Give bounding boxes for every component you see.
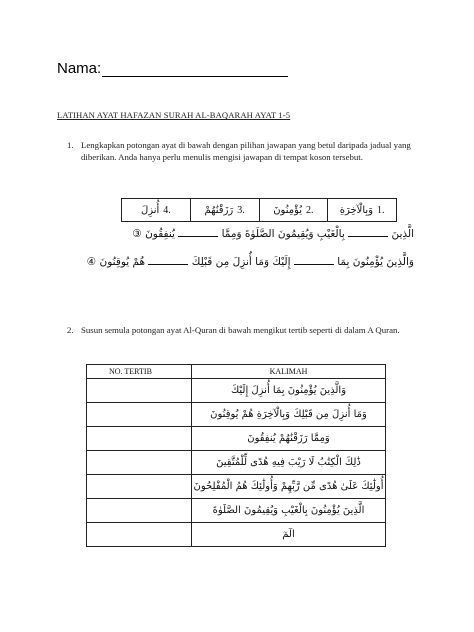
answer-choices-table <box>121 198 397 222</box>
order-number-cell[interactable] <box>87 499 192 523</box>
order-number-cell[interactable] <box>87 427 192 451</box>
question-2-number: 2. <box>67 325 74 335</box>
kalimah-cell: الٓمٓ <box>192 523 386 547</box>
table-row <box>87 475 386 499</box>
table-row <box>87 451 386 475</box>
question-1-number: 1. <box>67 140 74 150</box>
header-kalimah: KALIMAH <box>192 365 386 379</box>
choice-2-word: يُؤْمِنُونَ <box>273 204 303 216</box>
name-label: Nama: <box>57 60 102 77</box>
ordering-table <box>86 364 386 547</box>
kalimah-cell: أُولَٰئِكَ عَلَىٰ هُدًى مِّن رَّبِّهِمْ وَأُولَٰئِكَ هُمُ الْمُفْلِحُونَ <box>192 475 386 499</box>
worksheet-heading: LATIHAN AYAT HAFAZAN SURAH AL-BAQARAH AYAT 1-5 <box>57 110 291 120</box>
table-row <box>87 427 386 451</box>
choice-1-number: 1. <box>377 204 385 216</box>
ayah-2-mid: إِلَيْكَ وَمَا أُنزِلَ مِن قَبْلِكَ <box>191 256 291 268</box>
kalimah-cell: وَمَا أُنزِلَ مِن قَبْلِكَ وَبِالْآخِرَةِ هُمْ يُوقِنُونَ <box>192 403 386 427</box>
kalimah-cell: الَّذِينَ يُؤْمِنُونَ بِالْغَيْبِ وَيُقِيمُونَ الصَّلَوٰةَ <box>192 499 386 523</box>
kalimah-cell: وَالَّذِينَ يُؤْمِنُونَ بِمَا أُنزِلَ إِلَيْكَ <box>192 379 386 403</box>
ayah-2-blank-2[interactable] <box>148 254 188 265</box>
ayah-1-blank-2[interactable] <box>178 226 218 237</box>
ayah-2-blank-1[interactable] <box>294 254 334 265</box>
table-row <box>87 499 386 523</box>
table-row <box>87 403 386 427</box>
ayah-1-start: الَّذِينَ <box>391 228 414 240</box>
ayah-1-blank-1[interactable] <box>348 226 388 237</box>
ordering-table-header <box>87 365 386 379</box>
choice-1-word: وَبِالْآخِرَةِ <box>339 204 374 216</box>
order-number-cell[interactable] <box>87 403 192 427</box>
ayah-line-1 <box>132 226 414 240</box>
choice-4-word: أُنزِلَ <box>140 204 160 216</box>
order-number-cell[interactable] <box>87 523 192 547</box>
choice-4-number: 4. <box>163 204 171 216</box>
header-no-tertib: NO. TERTIB <box>87 365 192 379</box>
question-1-text: Lengkapkan potongan ayat di bawah dengan pilihan jawapan yang betul daripada jadual yang diberikan. Anda hanya perlu menulis mengisi jawapan di tempat koson tersebut. <box>81 140 411 163</box>
kalimah-cell: وَمِمَّا رَزَقْنَٰهُمْ يُنفِقُونَ <box>192 427 386 451</box>
kalimah-cell: ذَٰلِكَ الْكِتَٰبُ لَا رَيْبَ فِيهِ هُدًى لِّلْمُتَّقِينَ <box>192 451 386 475</box>
choice-1 <box>328 199 396 221</box>
choice-3 <box>191 199 260 221</box>
ayah-2-start: وَالَّذِينَ يُؤْمِنُونَ بِمَا <box>337 256 414 268</box>
order-number-cell[interactable] <box>87 379 192 403</box>
ayah-line-2 <box>87 254 414 268</box>
question-2-text: Susun semula potongan ayat Al-Quran di bawah mengikut tertib seperti di dalam A Quran. <box>81 325 400 335</box>
name-field-line[interactable] <box>102 62 288 77</box>
choice-3-number: 3. <box>237 204 245 216</box>
order-number-cell[interactable] <box>87 451 192 475</box>
name-row <box>57 60 288 77</box>
table-row <box>87 379 386 403</box>
choice-3-word: رَزَقْنَٰهُمْ <box>204 204 234 216</box>
ayah-1-mid: بِالْغَيْبِ وَيُقِيمُونَ الصَّلَوٰةَ وَمِمَّا <box>221 228 345 240</box>
table-row <box>87 523 386 547</box>
choice-2-number: 2. <box>306 204 314 216</box>
choice-2 <box>260 199 329 221</box>
ayah-1-end: يُنفِقُونَ ③ <box>132 228 175 240</box>
ayah-2-end: هُمْ يُوقِنُونَ ④ <box>86 256 146 268</box>
choice-4 <box>122 199 191 221</box>
order-number-cell[interactable] <box>87 475 192 499</box>
